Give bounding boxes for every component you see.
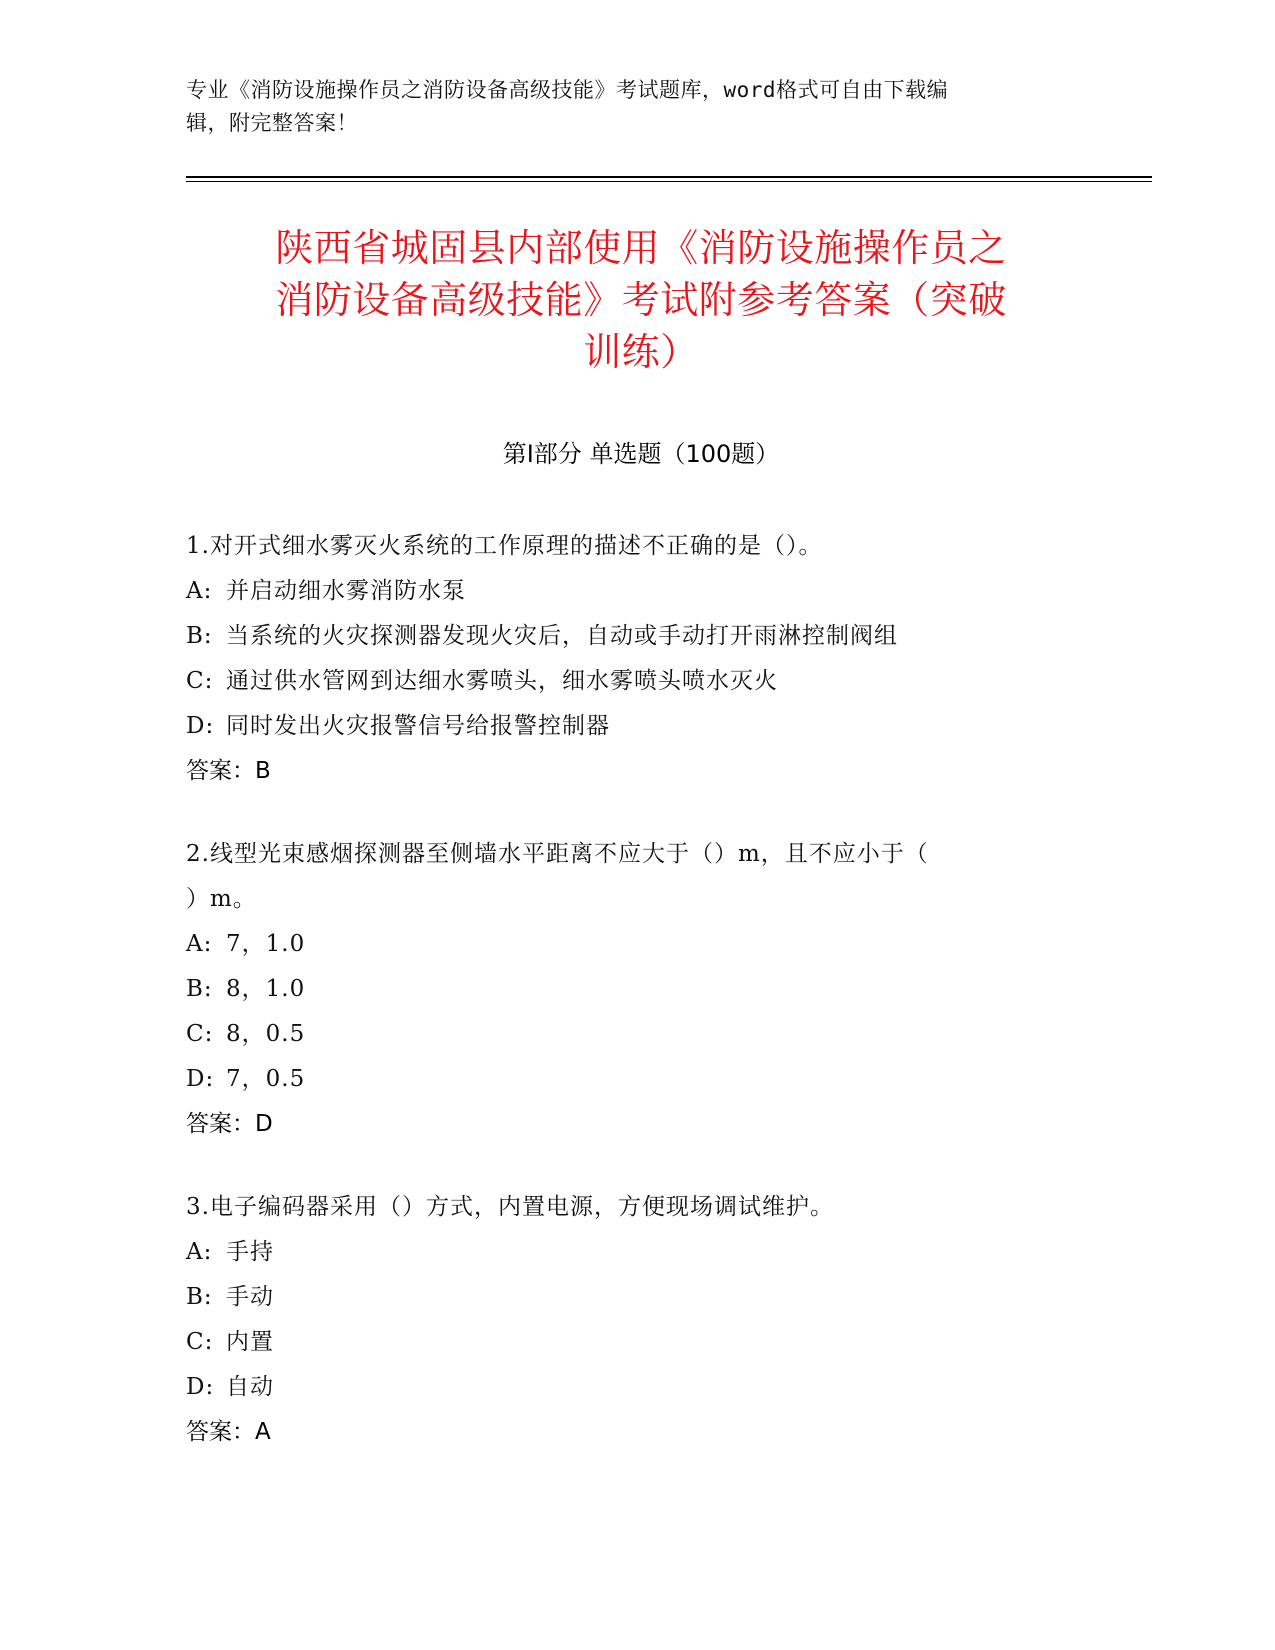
- option-d: [186, 704, 1066, 749]
- option-a: [186, 569, 1066, 614]
- document-title-line-3: 训练）: [583, 330, 699, 374]
- header-note-line-2: 辑，附完整答案！: [186, 111, 358, 135]
- option-text: 自动: [226, 1374, 274, 1400]
- option-text: 当系统的火灾探测器发现火灾后，自动或手动打开雨淋控制阀组: [226, 623, 898, 649]
- option-b: [186, 967, 1066, 1012]
- option-text: 8，0.5: [226, 1021, 306, 1047]
- question-stem-continued: ）m。: [186, 886, 257, 912]
- option-letter: B:: [186, 623, 213, 649]
- header-note: [186, 74, 1066, 140]
- option-letter: C:: [186, 1021, 214, 1047]
- option-d: [186, 1365, 1066, 1410]
- question-stem: 1.对开式细水雾灭火系统的工作原理的描述不正确的是（）。: [186, 533, 823, 559]
- option-b: [186, 614, 1066, 659]
- option-text: 7，1.0: [226, 931, 306, 957]
- answer-line: 答案：A: [186, 1419, 271, 1445]
- option-letter: A:: [186, 931, 213, 957]
- document-title-line-2: 消防设备高级技能》考试附参考答案（突破: [275, 278, 1007, 322]
- option-text: 7，0.5: [226, 1066, 306, 1092]
- header-note-line-1: 专业《消防设施操作员之消防设备高级技能》考试题库，word格式可自由下载编: [186, 78, 949, 102]
- option-text: 手持: [226, 1239, 274, 1265]
- question-stem: 2.线型光束感烟探测器至侧墙水平距离不应大于（）m，且不应小于（: [186, 841, 929, 867]
- document-title: [186, 222, 1096, 378]
- question-1: [186, 524, 1066, 794]
- option-c: [186, 1012, 1066, 1057]
- option-text: 并启动细水雾消防水泵: [226, 578, 466, 604]
- option-letter: D:: [186, 1374, 215, 1400]
- question-stem: 3.电子编码器采用（）方式，内置电源，方便现场调试维护。: [186, 1194, 834, 1220]
- option-letter: B:: [186, 976, 213, 1002]
- question-3: [186, 1185, 1066, 1455]
- question-list: [186, 524, 1066, 1493]
- option-text: 手动: [226, 1284, 274, 1310]
- option-letter: B:: [186, 1284, 213, 1310]
- option-letter: C:: [186, 1329, 214, 1355]
- option-c: [186, 659, 1066, 704]
- option-text: 同时发出火灾报警信号给报警控制器: [226, 713, 610, 739]
- option-a: [186, 922, 1066, 967]
- option-letter: D:: [186, 713, 215, 739]
- section-title: 第Ⅰ部分 单选题（100题）: [502, 440, 780, 468]
- question-2: [186, 832, 1066, 1147]
- option-b: [186, 1275, 1066, 1320]
- header-divider-thin: [186, 181, 1152, 182]
- header-divider-thick: [186, 176, 1152, 178]
- option-text: 通过供水管网到达细水雾喷头，细水雾喷头喷水灭火: [226, 668, 778, 694]
- option-text: 8，1.0: [226, 976, 306, 1002]
- option-a: [186, 1230, 1066, 1275]
- option-letter: D:: [186, 1066, 215, 1092]
- document-title-line-1: 陕西省城固县内部使用《消防设施操作员之: [275, 226, 1007, 270]
- option-d: [186, 1057, 1066, 1102]
- answer-line: 答案：B: [186, 758, 271, 784]
- option-text: 内置: [226, 1329, 274, 1355]
- option-c: [186, 1320, 1066, 1365]
- option-letter: A:: [186, 1239, 213, 1265]
- option-letter: A:: [186, 578, 213, 604]
- option-letter: C:: [186, 668, 214, 694]
- answer-line: 答案：D: [186, 1111, 273, 1137]
